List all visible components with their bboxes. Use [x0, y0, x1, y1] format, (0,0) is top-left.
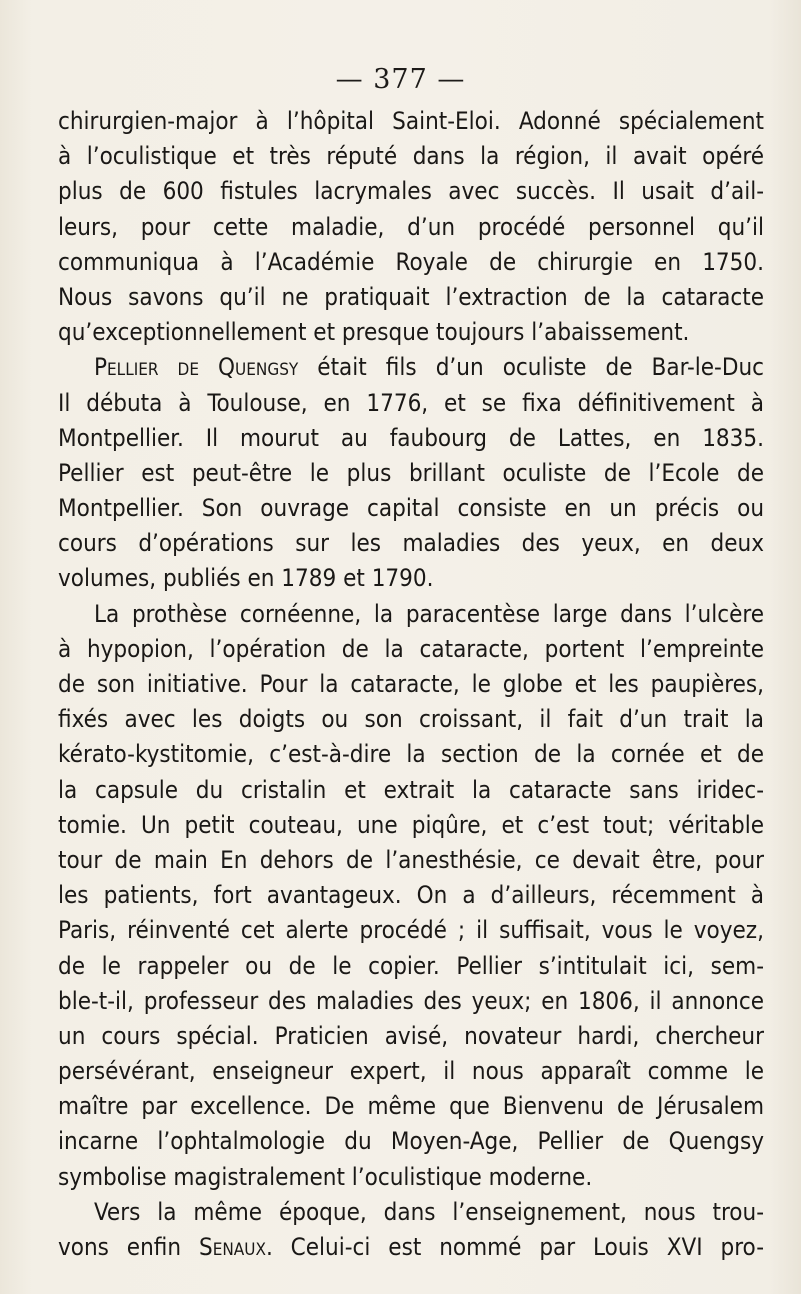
body-text [58, 104, 764, 1265]
person-name: Pellier de Quengsy [94, 353, 299, 382]
text-line: un cours spécial. Praticien avisé, novateur hardi, chercheur [58, 1021, 764, 1050]
text-line: tomie. Un petit couteau, une piqûre, et c’est tout; véritable [58, 810, 764, 839]
text-line: incarne l’ophtalmologie du Moyen-Age, Pellier de Quengsy [58, 1127, 764, 1156]
text-line: La prothèse cornéenne, la paracentèse large dans l’ulcère [94, 599, 764, 628]
text-line: volumes, publiés en 1789 et 1790. [58, 564, 434, 593]
text-line: maître par excellence. De même que Bienvenu de Jérusalem [58, 1092, 764, 1121]
text-line: qu’exceptionnellement et presque toujours l’abaissement. [58, 318, 690, 347]
text-line: à hypopion, l’opération de la cataracte, portent l’empreinte [58, 634, 764, 663]
text-line: Nous savons qu’il ne pratiquait l’extraction de la cataracte [58, 282, 764, 311]
text-line: Montpellier. Il mourut au faubourg de Lattes, en 1835. [58, 423, 764, 452]
text-line: ble-t-il, professeur des maladies des yeux; en 1806, il annonce [58, 986, 764, 1015]
text-line: Il débuta à Toulouse, en 1776, et se fixa définitivement à [58, 388, 764, 417]
text-line: de le rappeler ou de le copier. Pellier s’intitulait ici, sem- [58, 951, 764, 980]
text-line: à l’oculistique et très réputé dans la région, il avait opéré [58, 142, 764, 171]
page-number: — 377 — [335, 64, 466, 95]
text-line: de son initiative. Pour la cataracte, le globe et les paupières, [58, 670, 764, 698]
text-line: leurs, pour cette maladie, d’un procédé personnel qu’il [58, 212, 764, 241]
text-line: Pellier est peut-être le plus brillant oculiste de l’Ecole de [58, 458, 764, 487]
text-line: Montpellier. Son ouvrage capital consiste en un précis ou [58, 494, 764, 523]
text-line: cours d’opérations sur les maladies des yeux, en deux [58, 529, 764, 558]
text-line: tour de main En dehors de l’anesthésie, ce devait être, pour [58, 845, 764, 874]
text-line: fixés avec les doigts ou son croissant, il fait d’un trait la [58, 705, 764, 734]
text-line: persévérant, enseigneur expert, il nous apparaît comme le [58, 1057, 764, 1086]
text-line: kérato-kystitomie, c’est-à-dire la section de la cornée et de [58, 740, 764, 769]
text-line: chirurgien-major à l’hôpital Saint-Eloi. Adonné spécialement [58, 107, 764, 135]
person-name: Senaux [198, 1233, 266, 1261]
text-line: Paris, réinventé cet alerte procédé ; il suffisait, vous le voyez, [58, 916, 764, 945]
text-line: Vers la même époque, dans l’enseignement, nous trou- [94, 1197, 764, 1226]
text-line: communiqua à l’Académie Royale de chirurgie en 1750. [58, 247, 764, 276]
text-line: les patients, fort avantageux. On a d’ailleurs, récemment à [58, 881, 764, 910]
text-line: plus de 600 fistules lacrymales avec succès. Il usait d’ail- [58, 177, 764, 206]
text-line: la capsule du cristalin et extrait la cataracte sans iridec- [58, 775, 764, 804]
text-line: symbolise magistralement l’oculistique moderne. [58, 1162, 593, 1191]
text-line: vons enfin Senaux. Celui-ci est nommé par Louis XVI pro- [58, 1233, 765, 1261]
text-line: Pellier de Quengsy était fils d’un oculiste de Bar-le-Duc [94, 353, 764, 382]
